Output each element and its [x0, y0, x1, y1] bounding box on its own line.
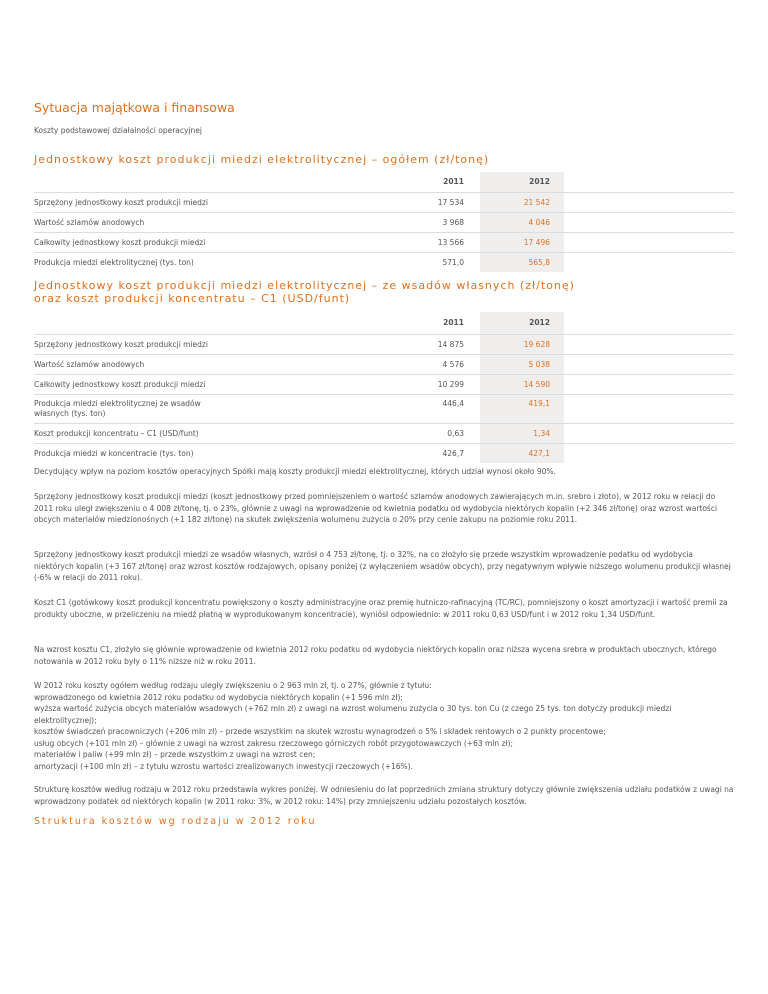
header-2012: 2012 [480, 312, 564, 334]
table-row [34, 354, 734, 374]
paragraph-4: Koszt C1 (gotówkowy koszt produkcji koncentratu powiększony o koszty administracyjne oraz premię hutniczo-rafinacyjną (TC/RC), pomniejszony o koszt amortyzacji i wartość premii za produkty uboczne, w przeliczeniu na miedź płatną w wyprodukowanym koncentracie), wyniósł odpowiednio: w 2011 roku 0,63 USD/funt i w 2012 roku 1,34 USD/funt. [34, 598, 728, 619]
table-title-line-2: oraz koszt produkcji koncentratu – C1 (USD/funt) [34, 292, 351, 305]
row-label: Całkowity jednostkowy koszt produkcji miedzi [34, 380, 206, 389]
chart-section-title: Struktura kosztów wg rodzaju w 2012 roku [34, 816, 317, 827]
paragraph-6 [34, 680, 734, 772]
value-2012: 1,34 [480, 424, 564, 443]
value-2012: 21 542 [480, 193, 564, 212]
paragraph-line: amortyzacji (+100 mln zł) – z tytułu wzrostu wartości zrealizowanych inwestycji rzeczowych (+16%). [34, 761, 413, 771]
table-own-cost [34, 280, 734, 463]
value-2011: 13 566 [437, 238, 464, 247]
paragraph-line: usług obcych (+101 mln zł) – głównie z uwagi na wzrost zakresu rzeczowego górniczych robót przygotowawczych (+63 mln zł); [34, 738, 514, 748]
row-label: Sprzężony jednostkowy koszt produkcji miedzi [34, 198, 208, 207]
table-row [34, 423, 734, 443]
value-2011: 4 576 [442, 360, 464, 369]
value-2011: 0,63 [447, 429, 464, 438]
table-row [34, 443, 734, 463]
table-row [34, 192, 734, 212]
paragraph-7: Strukturę kosztów według rodzaju w 2012 roku przedstawia wykres poniżej. W odniesieniu do lat poprzednich zmiana struktury dotyczy głównie zwiększenia udziału podatków z uwagi na wprowadzony podatek od niektórych kopalin (w 2011 roku: 3%, w 2012 roku: 14%) przy zmniejszeniu udziału pozostałych kosztów. [34, 785, 734, 806]
table-title-line-1: Jednostkowy koszt produkcji miedzi elektrolitycznej – ze wsadów własnych (zł/tonę) [34, 279, 575, 292]
table-row [34, 334, 734, 354]
row-label: Wartość szlamów anodowych [34, 218, 145, 227]
value-2012: 17 496 [480, 233, 564, 252]
paragraph-2: Sprzężony jednostkowy koszt produkcji miedzi (koszt jednostkowy przed pomniejszeniem o wartość szlamów anodowych zawierających m.in. srebro i złoto), w 2012 roku w relacji do 2011 roku uległ zwiększeniu o 4 008 zł/tonę, tj. o 23%, głównie z uwagi na wprowadzenie od kwietnia podatku od wydobycia niektórych kopalin (+2 346 zł/tonę) oraz wzrost wartości obcych materiałów miedzionośnych (+1 182 zł/tonę) na skutek zwiększenia wolumenu zużycia o 20% przy cenie zakupu na poziomie roku 2011. [34, 492, 718, 524]
row-label: Produkcja miedzi w koncentracie (tys. ton) [34, 449, 194, 458]
value-2011: 426,7 [442, 449, 464, 458]
paragraph-1: Decydujący wpływ na poziom kosztów operacyjnych Spółki mają koszty produkcji miedzi elektrolitycznej, których udział wynosi około 90%. [34, 467, 556, 476]
paragraph-line: wyższa wartość zużycia obcych materiałów wsadowych (+762 mln zł) z uwagi na wzrost wolumenu zużycia o 30 tys. ton Cu (z czego 25 tys. ton dotyczy produkcji miedzi elektrolitycznej); [34, 704, 672, 725]
section-title: Sytuacja majątkowa i finansowa [34, 100, 235, 115]
value-2011: 17 534 [437, 198, 464, 207]
table-header [34, 172, 734, 192]
table-title: Jednostkowy koszt produkcji miedzi elektrolitycznej – ogółem (zł/tonę) [34, 153, 490, 166]
row-label: Produkcja miedzi elektrolitycznej (tys. ton) [34, 258, 194, 267]
paragraph-line: wprowadzonego od kwietnia 2012 roku podatku od wydobycia niektórych kopalin (+1 596 mln zł); [34, 692, 403, 702]
value-2012: 19 628 [480, 335, 564, 354]
paragraph-line: materiałów i paliw (+99 mln zł) – przede wszystkim z uwagi na wzrost cen; [34, 750, 316, 759]
table-row [34, 212, 734, 232]
header-2012: 2012 [480, 172, 564, 192]
value-2011: 3 968 [442, 218, 464, 227]
paragraph-3: Sprzężony jednostkowy koszt produkcji miedzi ze wsadów własnych, wzrósł o 4 753 zł/tonę, tj. o 32%, na co złożyło się przede wszystkim wprowadzenie podatku od wydobycia niektórych kopalin (+3 167 zł/tonę) oraz wzrost kosztów rodzajowych, opisany poniżej (z wyłączeniem wsadów obcych), przy negatywnym wpływie niższego wolumenu produkcji własnej (-6% w relacji do 2011 roku). [34, 550, 731, 582]
paragraph-line: W 2012 roku koszty ogółem według rodzaju uległy zwiększeniu o 2 963 mln zł, tj. o 27%, głównie z tytułu: [34, 681, 432, 690]
value-2012: 5 038 [480, 355, 564, 374]
value-2011: 10 299 [437, 380, 464, 389]
row-label: Całkowity jednostkowy koszt produkcji miedzi [34, 238, 206, 247]
table-total-cost [34, 154, 734, 272]
paragraph-line: kosztów świadczeń pracowniczych (+206 mln zł) – przede wszystkim na skutek wzrostu wynagrodzeń o 5% i składek rentowych o 2 punkty procentowe; [34, 727, 606, 736]
value-2012: 427,1 [480, 444, 564, 463]
header-2011: 2011 [443, 177, 464, 186]
value-2012: 14 590 [480, 375, 564, 394]
table-row [34, 232, 734, 252]
table-row [34, 374, 734, 394]
value-2011: 571,0 [442, 258, 464, 267]
table-header [34, 312, 734, 334]
section-subtitle: Koszty podstawowej działalności operacyjnej [34, 126, 203, 135]
row-label: Produkcja miedzi elektrolitycznej ze wsadów własnych (tys. ton) [34, 399, 201, 418]
table-row [34, 394, 734, 423]
value-2011: 446,4 [442, 399, 464, 408]
value-2012: 419,1 [480, 395, 564, 423]
value-2012: 565,8 [480, 253, 564, 272]
row-label: Sprzężony jednostkowy koszt produkcji miedzi [34, 340, 208, 349]
table-row [34, 252, 734, 272]
row-label: Koszt produkcji koncentratu – C1 (USD/funt) [34, 429, 199, 438]
value-2012: 4 046 [480, 213, 564, 232]
paragraph-5: Na wzrost kosztu C1, złożyło się głównie wprowadzenie od kwietnia 2012 roku podatku od wydobycia niektórych kopalin oraz niższa wycena srebra w produktach ubocznych, którego notowania w 2012 roku były o 11% niższe niż w roku 2011. [34, 645, 717, 666]
row-label: Wartość szlamów anodowych [34, 360, 145, 369]
header-2011: 2011 [443, 318, 464, 327]
value-2011: 14 875 [437, 340, 464, 349]
